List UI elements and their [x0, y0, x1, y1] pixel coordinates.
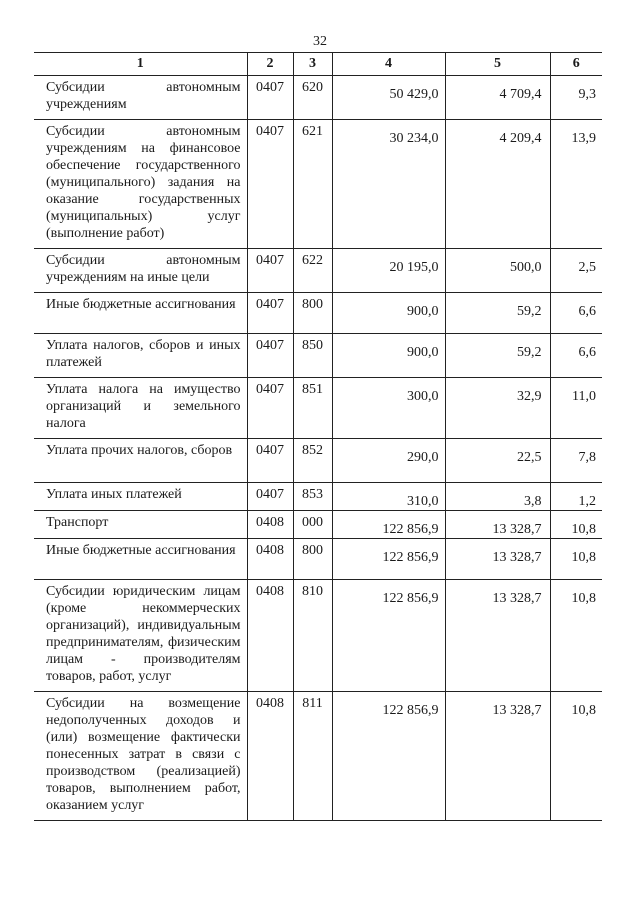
- execution-percent: 2,5: [550, 249, 602, 293]
- plan-amount: 900,0: [332, 334, 445, 378]
- section-code: 0407: [247, 378, 293, 439]
- section-code: 0407: [247, 483, 293, 511]
- section-code: 0407: [247, 293, 293, 334]
- plan-amount: 290,0: [332, 439, 445, 483]
- column-header: 4: [332, 53, 445, 76]
- item-name: Уплата прочих налогов, сборов: [34, 439, 247, 483]
- column-header: 3: [293, 53, 332, 76]
- column-header: 6: [550, 53, 602, 76]
- execution-percent: 10,8: [550, 692, 602, 821]
- expense-type-code: 853: [293, 483, 332, 511]
- expense-type-code: 811: [293, 692, 332, 821]
- execution-percent: 9,3: [550, 76, 602, 120]
- item-name: Иные бюджетные ассигнования: [34, 539, 247, 580]
- execution-percent: 10,8: [550, 511, 602, 539]
- executed-amount: 13 328,7: [445, 539, 550, 580]
- table-row: [34, 378, 602, 439]
- plan-amount: 122 856,9: [332, 692, 445, 821]
- table-row: [34, 483, 602, 511]
- item-name: Субсидии на возмещение недополученных доходов и (или) возмещение фактически понесенных затрат в связи с производством (реализацией) товаров, выполнением работ, оказанием услуг: [34, 692, 247, 821]
- table-row: [34, 692, 602, 821]
- item-name: Уплата налогов, сборов и иных платежей: [34, 334, 247, 378]
- plan-amount: 50 429,0: [332, 76, 445, 120]
- table-row: [34, 76, 602, 120]
- executed-amount: 13 328,7: [445, 692, 550, 821]
- item-name: Транспорт: [34, 511, 247, 539]
- execution-percent: 11,0: [550, 378, 602, 439]
- section-code: 0407: [247, 439, 293, 483]
- item-name: Субсидии автономным учреждениям на иные цели: [34, 249, 247, 293]
- table-row: [34, 334, 602, 378]
- section-code: 0408: [247, 539, 293, 580]
- expense-type-code: 800: [293, 539, 332, 580]
- expense-type-code: 800: [293, 293, 332, 334]
- execution-percent: 7,8: [550, 439, 602, 483]
- expense-type-code: 620: [293, 76, 332, 120]
- execution-percent: 6,6: [550, 293, 602, 334]
- table-row: [34, 293, 602, 334]
- section-code: 0407: [247, 76, 293, 120]
- item-name: Субсидии автономным учреждениям: [34, 76, 247, 120]
- item-name: Субсидии юридическим лицам (кроме некоммерческих организаций), индивидуальным предпринимателям, физическим лицам - производителям товаров, работ, услуг: [34, 580, 247, 692]
- executed-amount: 13 328,7: [445, 511, 550, 539]
- executed-amount: 22,5: [445, 439, 550, 483]
- plan-amount: 30 234,0: [332, 120, 445, 249]
- table-row: [34, 439, 602, 483]
- section-code: 0408: [247, 692, 293, 821]
- table-row: [34, 120, 602, 249]
- section-code: 0407: [247, 120, 293, 249]
- executed-amount: 59,2: [445, 334, 550, 378]
- expense-type-code: 851: [293, 378, 332, 439]
- executed-amount: 32,9: [445, 378, 550, 439]
- expense-type-code: 000: [293, 511, 332, 539]
- plan-amount: 122 856,9: [332, 539, 445, 580]
- plan-amount: 122 856,9: [332, 580, 445, 692]
- section-code: 0407: [247, 334, 293, 378]
- execution-percent: 6,6: [550, 334, 602, 378]
- table-row: [34, 249, 602, 293]
- plan-amount: 310,0: [332, 483, 445, 511]
- plan-amount: 900,0: [332, 293, 445, 334]
- table-row: [34, 539, 602, 580]
- section-code: 0408: [247, 511, 293, 539]
- item-name: Уплата налога на имущество организаций и земельного налога: [34, 378, 247, 439]
- executed-amount: 500,0: [445, 249, 550, 293]
- expense-type-code: 850: [293, 334, 332, 378]
- budget-table: [34, 52, 602, 821]
- table-header-row: [34, 53, 602, 76]
- item-name: Субсидии автономным учреждениям на финансовое обеспечение государственного (муниципального) задания на оказание государственных (муниципальных) услуг (выполнение работ): [34, 120, 247, 249]
- item-name: Иные бюджетные ассигнования: [34, 293, 247, 334]
- plan-amount: 20 195,0: [332, 249, 445, 293]
- executed-amount: 3,8: [445, 483, 550, 511]
- column-header: 1: [34, 53, 247, 76]
- item-name: Уплата иных платежей: [34, 483, 247, 511]
- section-code: 0408: [247, 580, 293, 692]
- execution-percent: 10,8: [550, 539, 602, 580]
- column-header: 2: [247, 53, 293, 76]
- table-row: [34, 511, 602, 539]
- expense-type-code: 852: [293, 439, 332, 483]
- column-header: 5: [445, 53, 550, 76]
- execution-percent: 13,9: [550, 120, 602, 249]
- executed-amount: 4 209,4: [445, 120, 550, 249]
- execution-percent: 1,2: [550, 483, 602, 511]
- expense-type-code: 810: [293, 580, 332, 692]
- executed-amount: 13 328,7: [445, 580, 550, 692]
- section-code: 0407: [247, 249, 293, 293]
- executed-amount: 4 709,4: [445, 76, 550, 120]
- expense-type-code: 622: [293, 249, 332, 293]
- execution-percent: 10,8: [550, 580, 602, 692]
- table-row: [34, 580, 602, 692]
- expense-type-code: 621: [293, 120, 332, 249]
- plan-amount: 122 856,9: [332, 511, 445, 539]
- plan-amount: 300,0: [332, 378, 445, 439]
- executed-amount: 59,2: [445, 293, 550, 334]
- page-number: 32: [313, 34, 327, 49]
